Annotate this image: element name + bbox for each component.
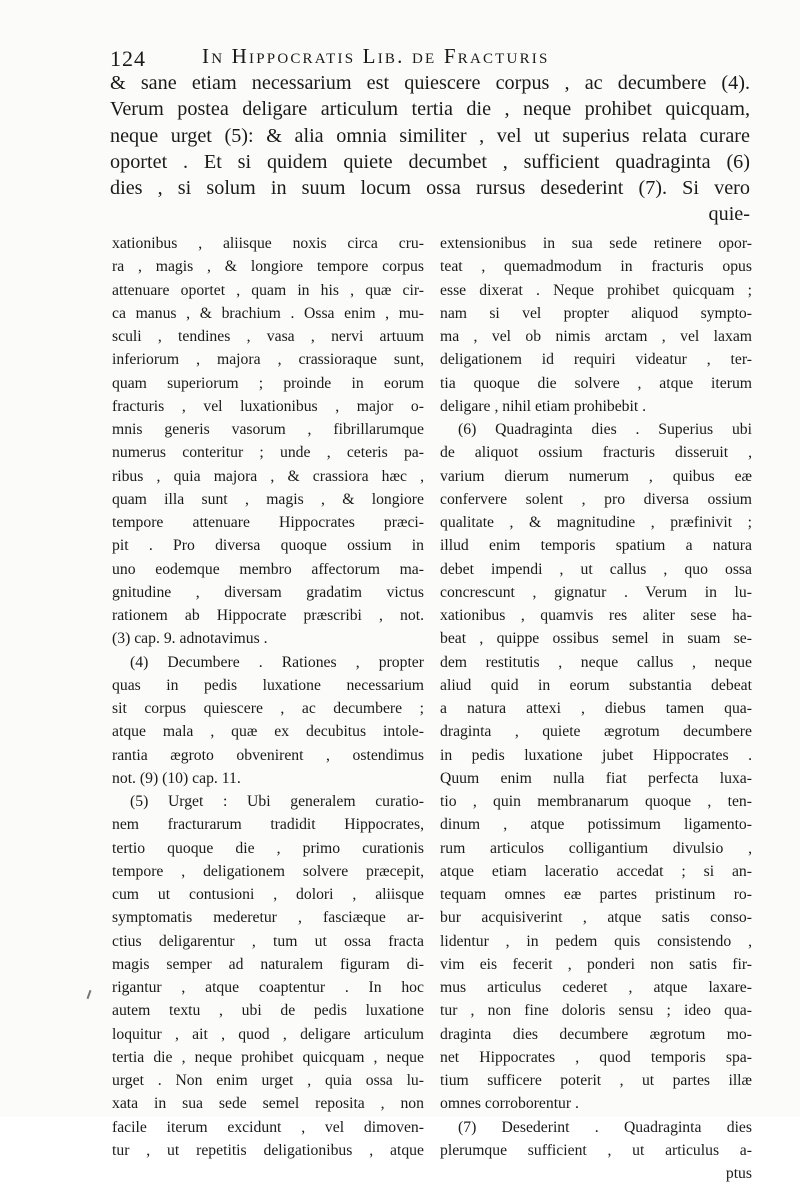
commentary-line: rum articulos colligantium divulsio , [440,839,752,857]
commentary-line: Quum enim nulla fiat perfecta luxa- [440,769,752,787]
commentary-line: deligare , nihil etiam prohibebit . [440,397,647,415]
commentary-line: omnes corroborentur . [440,1095,579,1113]
commentary-line: plerumque sufficient , ut articulus a- [440,1141,752,1159]
main-text-line: oportet . Et si quidem quiete decumbet , sufficient quadraginta (6) [110,150,750,173]
commentary-line: dem restitutis , neque callus , neque [440,653,752,671]
commentary-line: sit corpus quiescere , ac decumbere ; [112,700,424,717]
commentary-line: dinum , atque potissimum ligamento- [440,816,752,834]
footnote-heading-line: (6) Quadraginta dies . Superius ubi [458,421,752,438]
commentary-line: teat , quemadmodum in fracturis opus [440,258,752,276]
commentary-line: ctius deligarentur , tum ut ossa fracta [112,932,424,950]
main-text-line: neque urget (5): & alia omnia similiter , vel ut superius relata curare [110,124,750,147]
commentary-line: beat , quippe ossibus semel in suam se- [440,630,752,648]
commentary-line: ribus , quia majora , & crassiora hæc , [112,467,424,485]
commentary-line: ca manus , & brachium . Ossa enim , mu- [112,304,424,322]
footnote-heading-line: (5) Urget : Ubi generalem curatio- [130,793,424,810]
commentary-line: tur , ut repetitis deligationibus , atque [112,1141,424,1159]
commentary-line: not. (9) (10) cap. 11. [112,769,241,787]
commentary-line: aliud quid in eorum substantia debeat [440,676,752,694]
commentary-line: facile iterum excidunt , vel dimoven- [112,1118,424,1136]
commentary-line: xata in sua sede semel reposita , non [112,1095,424,1113]
column-gutter [428,234,429,1034]
commentary-line: tertio quoque die , primo curationis [112,839,424,857]
commentary-line: lidentur , in pedem quis consistendo , [440,932,752,950]
main-text-line: quie- [708,203,750,226]
commentary-line: tertia die , neque prohibet quicquam , neque [112,1048,424,1066]
commentary-right-column [440,232,752,1185]
commentary-line: xationibus , aliisque noxis circa cru- [112,235,424,252]
commentary-line: quas in pedis luxatione necessarium [112,676,424,694]
commentary-line: atque etiam laceratio accedat ; si an- [440,862,752,880]
commentary-line: tur , non fine doloris sensu ; ideo qua- [440,1002,752,1020]
commentary-line: (3) cap. 9. adnotavimus . [112,630,268,648]
commentary-line: debet impendi , ut callus , quo ossa [440,560,752,578]
commentary-line: fracturis , vel luxationibus , major o- [112,397,424,415]
commentary-line: tium sufficere poterit , ut partes illæ [440,1072,752,1089]
commentary-line: qualitate , & magnitudine , præfinivit ; [440,514,752,531]
commentary-line: rantia ægroto obvenirent , ostendimus [112,746,424,764]
commentary-line: nam si vel propter aliquod sympto- [440,304,752,322]
commentary-line: sculi , tendines , vasa , nervi artuum [112,328,424,345]
commentary-line: rigantur , atque coaptentur . In hoc [112,979,424,996]
page-number: 124 [110,46,146,71]
commentary-line: autem textu , ubi de pedis luxatione [112,1002,424,1020]
commentary-line: tio , quin membranarum quoque , ten- [440,793,752,810]
commentary-line: tempore , deligationem solvere præcepit, [112,862,424,880]
commentary-line: esse dixerat . Neque prohibet quicquam ; [440,281,752,299]
main-text-line: dies , si solum in suum locum ossa rursus desederint (7). Si vero [110,177,750,200]
commentary-left-column [112,232,424,1162]
main-text-line: Verum postea deligare articulum tertia die , neque prohibet quicquam, [110,98,750,121]
commentary-line: symptomatis mederetur , fasciæque ar- [112,909,424,927]
commentary-line: bur acquisiverint , atque satis conso- [440,909,752,927]
commentary-line: urget . Non enim urget , quia ossa lu- [112,1072,424,1089]
main-text-block [110,70,750,228]
commentary-line: ra , magis , & longiore tempore corpus [112,258,424,276]
running-title: In Hippocratis Lib. de Fracturis [202,44,550,68]
commentary-line: quam superiorum ; proinde in eorum [112,374,424,392]
commentary-line: deligationem id requiri videatur , ter- [440,351,752,369]
commentary-line: tempore attenuare Hippocrates præci- [112,514,424,531]
commentary-line: vim eis fecerit , ponderi non satis fir- [440,955,752,973]
commentary-line: magis semper ad naturalem figuram di- [112,955,424,973]
commentary-line: mus articulus cederet , atque laxare- [440,979,752,996]
commentary-line: net Hippocrates , quod temporis spa- [440,1048,752,1066]
commentary-line: de aliquot ossium fracturis disseruit , [440,444,752,462]
commentary-line: inferiorum , majora , crassioraque sunt, [112,351,424,369]
commentary-line: rationem ab Hippocrate præscribi , not. [112,607,424,624]
commentary-line: gnitudine , diversam gradatim victus [112,583,424,601]
commentary-line: tia quoque die solvere , atque iterum [440,374,752,392]
commentary-line: atque mala , quæ ex decubitus intole- [112,723,424,741]
ink-speck [87,990,92,999]
commentary-line: nem fracturarum tradidit Hippocrates, [112,816,424,834]
footnote-heading-line: (4) Decumbere . Rationes , propter [130,653,424,671]
commentary-line: pit . Pro diversa quoque ossium in [112,537,424,555]
commentary-line: mnis generis vasorum , fibrillarumque [112,421,424,438]
commentary-line: confervere solent , pro diversa ossium [440,490,752,508]
commentary-line: loquitur , ait , quod , deligare articulum [112,1025,424,1043]
commentary-line: in pedis luxatione jubet Hippocrates . [440,746,752,764]
commentary-line: ma , vel ob nimis arctam , vel laxam [440,328,752,345]
commentary-line: draginta dies decumbere ægrotum mo- [440,1025,752,1043]
commentary-line: concrescunt , gignatur . Verum in lu- [440,583,752,601]
commentary-line: illud enim temporis spatium a natura [440,537,752,555]
commentary-line: xationibus , quamvis res aliter sese ha- [440,607,752,624]
commentary-line: numerus conteritur ; unde , ceteris pa- [112,444,424,462]
catchword: ptus [725,1165,752,1182]
commentary-line: cum ut contusioni , dolori , aliisque [112,886,424,903]
commentary-line: uno eodemque membro affectorum ma- [112,560,424,578]
commentary-line: draginta , quiete ægrotum decumbere [440,723,752,741]
commentary-line: extensionibus in sua sede retinere opor- [440,235,752,252]
footnote-heading-line: (7) Desederint . Quadraginta dies [458,1118,752,1136]
commentary-line: tequam omnes eæ partes pristinum ro- [440,886,752,903]
commentary-line: quam illa sunt , magis , & longiore [112,490,424,508]
commentary-line: varium dierum numerum , quibus eæ [440,467,752,485]
main-text-line: & sane etiam necessarium est quiescere corpus , ac decumbere (4). [110,72,750,94]
commentary-line: attenuare oportet , quam in his , quæ cir- [112,281,424,299]
commentary-line: a natura attexi , diebus tamen qua- [440,700,752,717]
